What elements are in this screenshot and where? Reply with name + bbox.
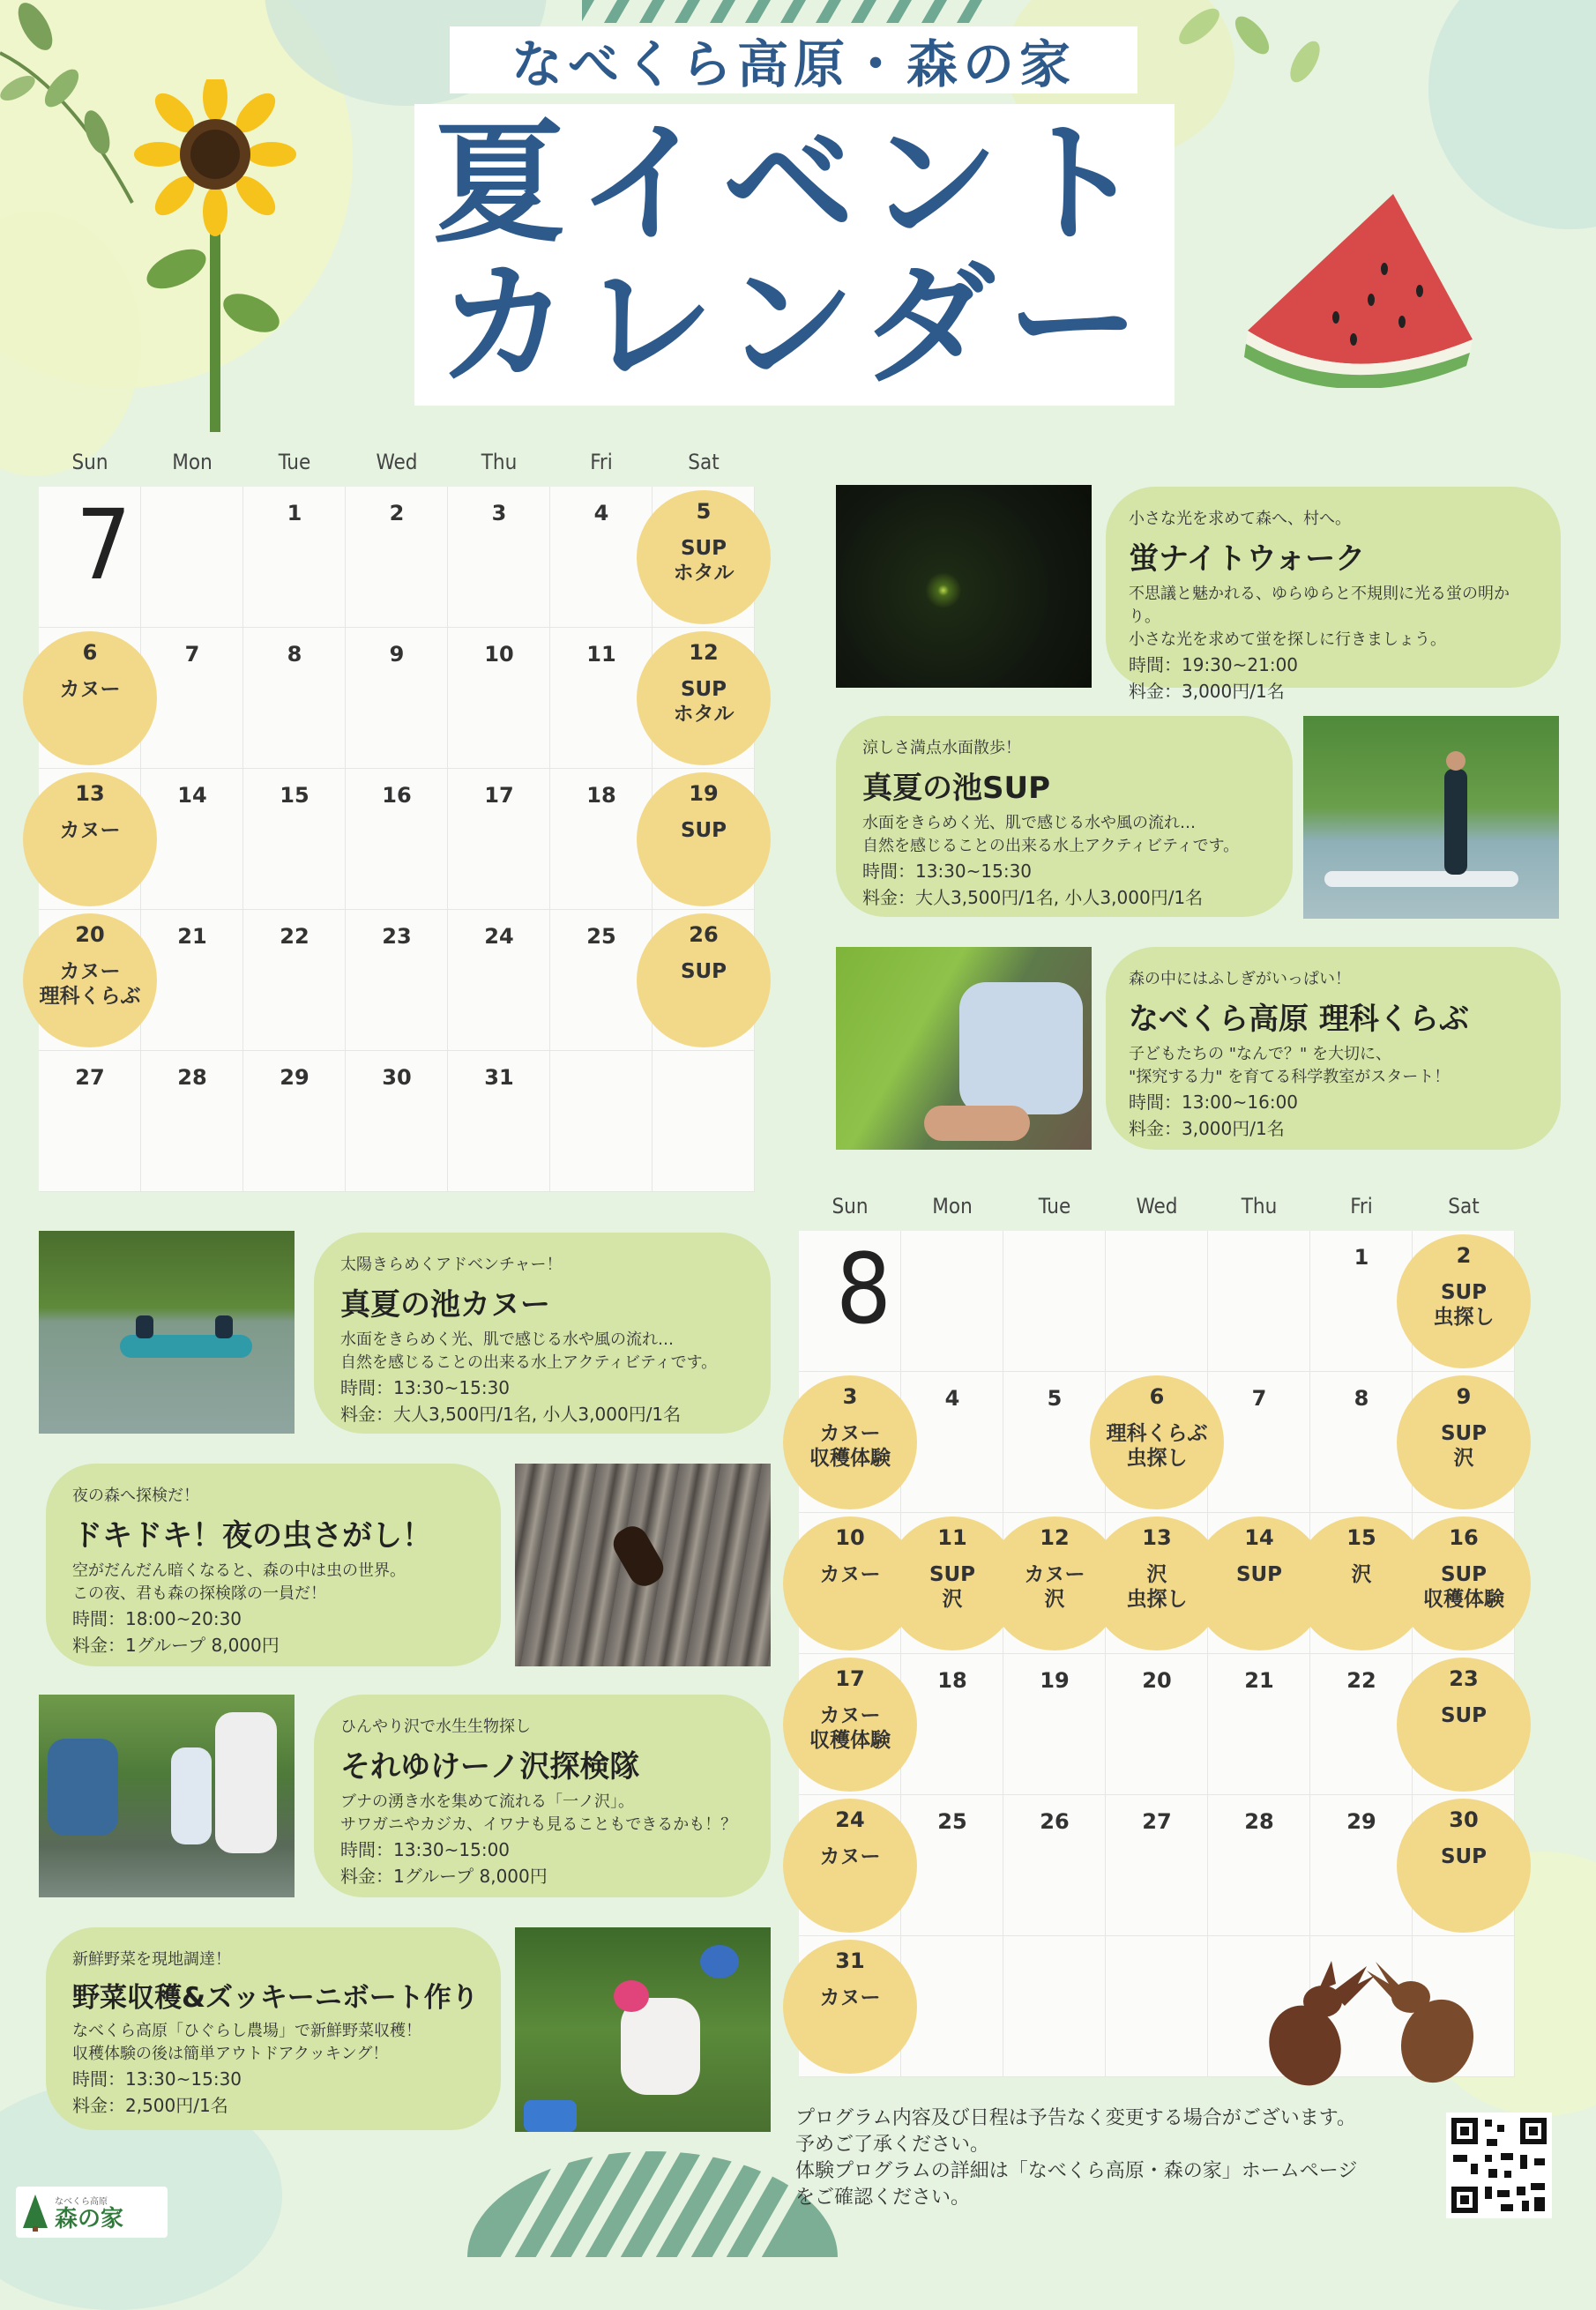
- day-number: 12: [1040, 1525, 1070, 1550]
- day-number: 6: [82, 640, 98, 665]
- event-card-mushi: [46, 1464, 501, 1666]
- day-event-label: 沢 虫探し: [1126, 1563, 1188, 1611]
- day-number: 29: [280, 1065, 310, 1090]
- day-number: 15: [280, 783, 310, 808]
- event-card-yasai: [46, 1927, 501, 2130]
- day-number: 28: [177, 1065, 207, 1090]
- event-description: 水面をきらめく光、肌で感じる水や風の流れ…: [340, 1330, 674, 1349]
- logo-main-text: 森の家: [55, 2205, 124, 2232]
- day-number: 13: [1142, 1525, 1172, 1550]
- day-number: 5: [696, 499, 712, 524]
- event-description: 水面をきらめく光、肌で感じる水や風の流れ…: [862, 814, 1196, 832]
- footer-line: 体験プログラムの詳細は「なべくら高原・森の家」ホームページ: [795, 2160, 1358, 2182]
- day-number: 7: [184, 642, 200, 667]
- event-time: 時間：18:00~20:30: [72, 1608, 242, 1629]
- event-day-circle[interactable]: [1397, 1516, 1531, 1651]
- event-day-circle[interactable]: [637, 631, 771, 765]
- event-title: ドキドキ！夜の虫さがし！: [72, 1518, 432, 1554]
- weekday-header: Tue: [278, 450, 311, 474]
- day-event-label: カヌー: [59, 678, 121, 701]
- event-price: 料金：大人3,500円/1名, 小人3,000円/1名: [340, 1404, 682, 1425]
- event-price: 料金：3,000円/1名: [1129, 681, 1285, 702]
- day-number: 23: [382, 924, 412, 949]
- calendar-day-cell: [141, 487, 243, 628]
- day-event-label: SUP: [680, 960, 727, 983]
- event-description: 自然を感じることの出来る水上アクティビティです。: [340, 1353, 718, 1372]
- weekday-header: Tue: [1038, 1194, 1071, 1218]
- event-description: なべくら高原「ひぐらし農場」で新鮮野菜収穫！: [72, 2022, 421, 2040]
- event-description: 自然を感じることの出来る水上アクティビティです。: [862, 837, 1240, 855]
- weekday-header: Mon: [172, 450, 213, 474]
- day-number: 20: [75, 922, 105, 947]
- day-number: 16: [382, 783, 412, 808]
- event-time: 時間：13:30~15:00: [340, 1839, 511, 1860]
- event-day-circle[interactable]: [1397, 1375, 1531, 1509]
- event-price: 料金：1グループ 8,000円: [340, 1866, 548, 1887]
- event-day-circle[interactable]: [23, 772, 157, 906]
- stripe-decoration: [582, 0, 988, 23]
- day-number: 3: [491, 501, 507, 525]
- event-description: この夜、君も森の探検隊の一員だ！: [72, 1584, 326, 1603]
- day-event-label: SUP: [1440, 1845, 1488, 1868]
- day-number: 31: [835, 1949, 865, 1973]
- day-number: 1: [1354, 1245, 1369, 1270]
- event-description: サワガニやカジカ、イワナも見ることもできるかも！？: [340, 1815, 737, 1834]
- event-day-circle[interactable]: [1397, 1799, 1531, 1933]
- day-event-label: SUP: [1235, 1563, 1283, 1586]
- day-number: 30: [382, 1065, 412, 1090]
- day-event-label: 沢: [1351, 1563, 1372, 1586]
- day-event-label: カヌー: [819, 1986, 881, 2009]
- day-number: 26: [1040, 1809, 1070, 1834]
- event-tagline: ひんやり沢で水生生物探し: [340, 1718, 531, 1736]
- vegetable-harvest-photo: [515, 1927, 771, 2132]
- day-number: 19: [689, 781, 719, 806]
- event-title: 蛍ナイトウォーク: [1129, 541, 1366, 577]
- leaf-branch-illustration: [1129, 0, 1358, 106]
- page-subtitle: なべくら高原・森の家: [450, 26, 1137, 93]
- event-day-circle[interactable]: [637, 913, 771, 1047]
- day-number: 10: [835, 1525, 865, 1550]
- day-number: 30: [1449, 1807, 1479, 1832]
- sunflower-illustration: [132, 79, 335, 432]
- event-card-sup: [836, 716, 1293, 917]
- event-day-circle[interactable]: [23, 631, 157, 765]
- event-day-circle[interactable]: [1397, 1658, 1531, 1792]
- day-event-label: カヌー: [819, 1845, 881, 1868]
- day-event-label: SUP ホタル: [673, 678, 735, 726]
- event-time: 時間：13:30~15:30: [862, 861, 1033, 882]
- day-number: 27: [75, 1065, 105, 1090]
- weekday-header: Sun: [832, 1194, 869, 1218]
- day-number: 18: [586, 783, 616, 808]
- day-number: 24: [835, 1807, 865, 1832]
- event-description: 子どもたちの "なんで？" を大切に、: [1129, 1045, 1392, 1063]
- day-number: 8: [287, 642, 302, 667]
- day-number: 6: [1149, 1384, 1165, 1409]
- weekday-header: Sat: [1448, 1194, 1480, 1218]
- footer-line: プログラム内容及び日程は予告なく変更する場合がございます。: [795, 2107, 1357, 2129]
- day-event-label: カヌー 収穫体験: [809, 1422, 891, 1470]
- event-description: 収穫体験の後は簡単アウトドアクッキング！: [72, 2045, 389, 2063]
- event-time: 時間：13:30~15:30: [340, 1377, 511, 1398]
- event-description: "探究する力" を育てる科学教室がスタート！: [1129, 1068, 1451, 1086]
- stream-photo: [39, 1695, 295, 1897]
- day-number: 29: [1346, 1809, 1376, 1834]
- event-price: 料金：大人3,500円/1名, 小人3,000円/1名: [862, 887, 1204, 908]
- event-time: 時間：13:30~15:30: [72, 2068, 242, 2090]
- event-description: ブナの湧き水を集めて流れる「一ノ沢」。: [340, 1792, 634, 1811]
- event-day-circle[interactable]: [637, 772, 771, 906]
- day-number: 24: [484, 924, 514, 949]
- canoe-photo: [39, 1231, 295, 1434]
- day-number: 22: [280, 924, 310, 949]
- day-number: 7: [1251, 1386, 1267, 1411]
- weekday-header: Thu: [1241, 1194, 1278, 1218]
- calendar-day-cell: [1106, 1231, 1208, 1372]
- weekday-header: Sat: [688, 450, 720, 474]
- weekday-header: Thu: [481, 450, 518, 474]
- event-day-circle[interactable]: [783, 1658, 917, 1792]
- event-card-sawa: [314, 1695, 771, 1897]
- calendar-day-cell: [39, 487, 141, 628]
- qr-code[interactable]: [1446, 2113, 1552, 2218]
- event-tagline: 新鮮野菜を現地調達！: [72, 1950, 231, 1969]
- calendar-day-cell: [1003, 1936, 1106, 2077]
- footer-line: 予めご了承ください。: [795, 2134, 990, 2156]
- event-day-circle[interactable]: [1090, 1375, 1224, 1509]
- event-tagline: 小さな光を求めて森へ、村へ。: [1129, 510, 1351, 528]
- footer-notice: [795, 2105, 1430, 2211]
- day-number: 21: [1244, 1668, 1274, 1693]
- month-number: 7: [76, 488, 131, 601]
- event-time: 時間：19:30~21:00: [1129, 654, 1299, 675]
- weekday-header: Mon: [932, 1194, 973, 1218]
- day-event-label: SUP: [1440, 1704, 1488, 1727]
- event-price: 料金：3,000円/1名: [1129, 1118, 1285, 1139]
- day-event-label: 理科くらぶ 虫探し: [1106, 1422, 1208, 1470]
- event-day-circle[interactable]: [637, 490, 771, 624]
- logo: [16, 2187, 168, 2238]
- logo-small-text: なべくら高原: [55, 2196, 108, 2207]
- day-number: 2: [389, 501, 405, 525]
- day-number: 18: [937, 1668, 967, 1693]
- day-number: 1: [287, 501, 302, 525]
- title-line: 夏イベント: [432, 108, 1156, 261]
- event-tagline: 森の中にはふしぎがいっぱい！: [1129, 970, 1351, 988]
- day-number: 31: [484, 1065, 514, 1090]
- event-price: 料金：1グループ 8,000円: [72, 1635, 280, 1656]
- event-day-circle[interactable]: [783, 1940, 917, 2074]
- day-number: 25: [937, 1809, 967, 1834]
- weekday-header: Sun: [71, 450, 108, 474]
- event-title: 真夏の池SUP: [862, 771, 1051, 806]
- event-card-rika: [1106, 947, 1561, 1150]
- day-number: 17: [835, 1666, 865, 1691]
- event-day-circle[interactable]: [783, 1799, 917, 1933]
- footer-line: をご確認ください。: [795, 2187, 971, 2209]
- day-event-label: カヌー 収穫体験: [809, 1704, 891, 1752]
- event-description: 不思議と魅かれる、ゆらゆらと不規則に光る蛍の明かり。: [1129, 585, 1510, 626]
- beetle-illustration: [1234, 1957, 1517, 2098]
- calendar-day-cell: [901, 1936, 1003, 2077]
- day-event-label: SUP 沢: [929, 1563, 976, 1611]
- day-event-label: SUP 収穫体験: [1423, 1563, 1504, 1611]
- day-number: 3: [842, 1384, 858, 1409]
- day-event-label: SUP 沢: [1440, 1422, 1488, 1470]
- day-number: 4: [944, 1386, 960, 1411]
- calendar-day-cell: [799, 1231, 901, 1372]
- day-number: 17: [484, 783, 514, 808]
- day-number: 14: [177, 783, 207, 808]
- day-number: 27: [1142, 1809, 1172, 1834]
- event-tagline: 夜の森へ探検だ！: [72, 1487, 199, 1505]
- day-number: 23: [1449, 1666, 1479, 1691]
- calendar-day-cell: [901, 1231, 1003, 1372]
- event-description: 空がだんだん暗くなると、森の中は虫の世界。: [72, 1561, 406, 1580]
- day-number: 26: [689, 922, 719, 947]
- day-number: 4: [593, 501, 609, 525]
- title-line: カレンダー: [436, 249, 1152, 402]
- event-title: なべくら高原 理科くらぶ: [1129, 1002, 1469, 1037]
- day-event-label: カヌー: [59, 819, 121, 842]
- calendar-day-cell: [653, 1051, 755, 1192]
- weekday-header: Fri: [1350, 1194, 1373, 1218]
- day-number: 10: [484, 642, 514, 667]
- event-description: 小さな光を求めて蛍を探しに行きましょう。: [1129, 630, 1446, 649]
- day-number: 15: [1346, 1525, 1376, 1550]
- event-day-circle[interactable]: [783, 1375, 917, 1509]
- day-event-label: SUP 虫探し: [1433, 1281, 1495, 1329]
- event-price: 料金：2,500円/1名: [72, 2095, 228, 2116]
- day-number: 22: [1346, 1668, 1376, 1693]
- event-tagline: 太陽きらめくアドベンチャー！: [340, 1256, 563, 1274]
- firefly-photo: [836, 485, 1092, 688]
- day-number: 11: [586, 642, 616, 667]
- stripe-decoration: [467, 2142, 838, 2257]
- tree-logo-icon: [21, 2193, 49, 2232]
- month-number: 8: [836, 1233, 891, 1345]
- weekday-header: Fri: [590, 450, 613, 474]
- day-number: 9: [389, 642, 405, 667]
- day-number: 5: [1047, 1386, 1063, 1411]
- event-card-hotaru: [1106, 487, 1561, 702]
- day-number: 28: [1244, 1809, 1274, 1834]
- calendar-day-cell: [1208, 1231, 1310, 1372]
- stag-beetle-photo: [515, 1464, 771, 1666]
- page-title: [414, 104, 1175, 406]
- day-number: 11: [937, 1525, 967, 1550]
- day-number: 13: [75, 781, 105, 806]
- day-event-label: カヌー: [819, 1563, 881, 1586]
- event-day-circle[interactable]: [23, 913, 157, 1047]
- day-number: 12: [689, 640, 719, 665]
- weekday-header: Wed: [1136, 1194, 1178, 1218]
- day-event-label: カヌー 沢: [1024, 1563, 1085, 1611]
- day-number: 20: [1142, 1668, 1172, 1693]
- event-title: それゆけーノ沢探検隊: [340, 1749, 640, 1785]
- calendar-day-cell: [550, 1051, 653, 1192]
- day-event-label: SUP ホタル: [673, 537, 735, 585]
- day-event-label: カヌー 理科くらぶ: [39, 960, 141, 1008]
- sup-photo: [1303, 716, 1559, 919]
- calendar-day-cell: [1003, 1231, 1106, 1372]
- event-tagline: 涼しさ満点水面散歩！: [862, 739, 1021, 757]
- day-number: 21: [177, 924, 207, 949]
- day-number: 2: [1456, 1243, 1472, 1268]
- science-club-photo: [836, 947, 1092, 1150]
- day-number: 14: [1244, 1525, 1274, 1550]
- calendar-day-cell: [1106, 1936, 1208, 2077]
- watermelon-illustration: [1239, 185, 1486, 388]
- event-card-canoe: [314, 1233, 771, 1434]
- day-event-label: SUP: [680, 819, 727, 842]
- day-number: 25: [586, 924, 616, 949]
- day-number: 8: [1354, 1386, 1369, 1411]
- event-title: 野菜収穫&ズッキーニボート作り: [72, 1982, 479, 2014]
- event-day-circle[interactable]: [1397, 1234, 1531, 1368]
- day-number: 19: [1040, 1668, 1070, 1693]
- weekday-header: Wed: [376, 450, 418, 474]
- day-number: 9: [1456, 1384, 1472, 1409]
- event-title: 真夏の池カヌー: [340, 1287, 550, 1323]
- day-number: 16: [1449, 1525, 1479, 1550]
- event-time: 時間：13:00~16:00: [1129, 1092, 1299, 1113]
